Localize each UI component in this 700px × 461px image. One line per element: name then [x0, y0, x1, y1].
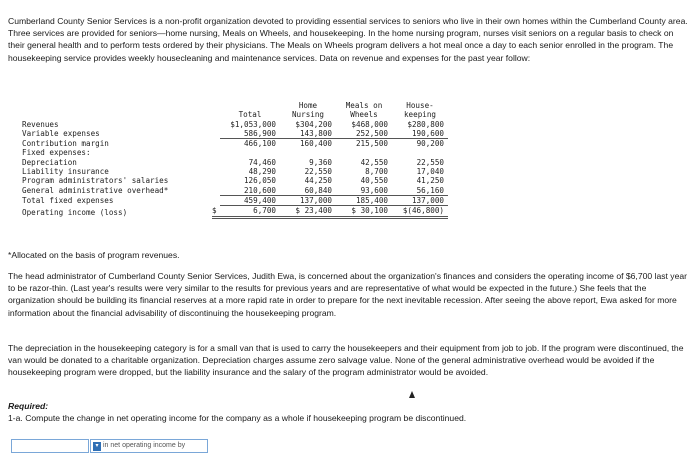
problem-intro: Cumberland County Senior Services is a non-profit organization devoted to providing essential services to seniors who live in their own homes within the Cumberland County area. Three services are provided for seniors—home nursing, Meals on Wheels, and housekeeping. In the home nursing program, nurses visit seniors on a regular basis to check on their general health and to perform tests ordered by their physicians. The Meals on Wheels program delivers a hot meal once a day to each senior enrolled in the program. The housekeeping service provides weekly housecleaning and maintenance services. Data on revenue and expenses for the past year follow: [8, 16, 688, 63]
required-heading: Required: [8, 401, 49, 411]
table-row: Variable expenses 586,900 143,800 252,500 190,600 [18, 129, 448, 139]
table-row: Total fixed expenses 459,400 137,000 185,400 137,000 [18, 195, 448, 205]
table-row: Fixed expenses: [22, 148, 91, 158]
requirement-1a: 1-a. Compute the change in net operating income for the company as a whole if housekeeping program be discontinued. [8, 413, 467, 423]
answer-amount-input[interactable] [11, 439, 89, 453]
problem-paragraph-3: The depreciation in the housekeeping category is for a small van that is used to carry the housekeepers and their equipment from job to job. If the program were discontinued, the van would be donated to a charitable organization. Depreciation charges assume zero salvage value. None of the general administrative overhead would be avoided if the housekeeping program were dropped, but the liability insurance and the salary of the program administrator would be avoided. [8, 343, 684, 378]
table-header-row [18, 101, 448, 120]
mouse-cursor-icon [409, 391, 415, 398]
financial-table [18, 101, 448, 219]
answer-select-label: in net operating income by [103, 442, 186, 449]
table-row: Contribution margin 466,100 160,400 215,500 90,200 [22, 139, 444, 149]
col-header-meals-on-wheels: Meals on Wheels [345, 101, 383, 120]
problem-paragraph-2: The head administrator of Cumberland County Senior Services, Judith Ewa, is concerned about the organization's finances and considers the operating income of $6,700 last year to be razor-thin. (Last year's results were very similar to the results for previous years and are representative of what would be expected in the future.) She feels that the organization should be building its financial reserves at a more rapid rate in order to prepare for the next inevitable recession. After seeing the above report, Ewa asked for more information about the financial advisability of discontinuing the housekeeping program. [8, 271, 688, 318]
answer-direction-select[interactable] [90, 439, 208, 453]
table-row: Operating income (loss) $ 6,700 $ 23,400 $ 30,100 $(46,800) [18, 206, 448, 217]
table-row: Liability insurance 48,290 22,550 8,700 17,040 [22, 167, 444, 177]
table-row: Depreciation 74,460 9,360 42,550 22,550 [22, 157, 444, 167]
col-header-total: Total [238, 110, 262, 120]
table-row: Revenues $1,053,000 $304,200 $468,000 $280,800 [22, 119, 444, 129]
dropdown-arrow-icon[interactable]: ▾ [93, 442, 101, 451]
col-header-housekeeping: House-keeping [403, 101, 436, 120]
table-row: Program administrators' salaries 126,050 44,250 40,550 41,250 [22, 176, 444, 186]
col-header-home-nursing: Home Nursing [291, 101, 324, 120]
table-row: General administrative overhead* 210,600 60,840 93,600 56,160 [18, 186, 448, 196]
table-footnote: *Allocated on the basis of program revenues. [8, 250, 180, 260]
